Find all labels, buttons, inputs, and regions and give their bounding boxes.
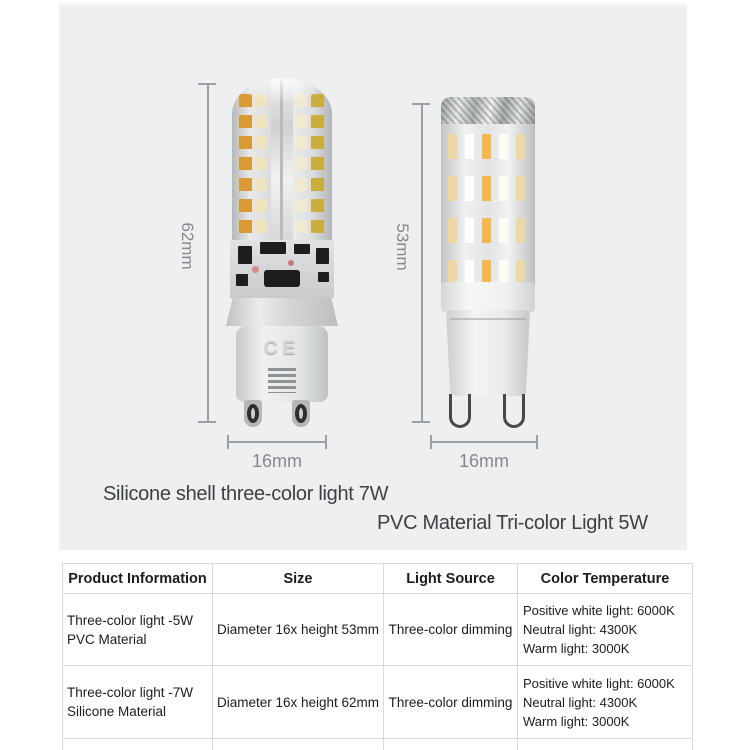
- header-product-information: Product Information: [63, 564, 213, 594]
- pvc-bulb-base: [446, 310, 530, 396]
- width-dimension-label: 16mm: [458, 451, 509, 471]
- height-dimension-label: 53mm: [393, 223, 412, 271]
- table-row: [63, 666, 693, 739]
- circuit-resistor: [288, 260, 294, 266]
- g9-pin-icon: [449, 394, 471, 428]
- ce-mark: CE: [263, 338, 301, 359]
- circuit-resistor: [252, 266, 259, 273]
- height-dimension-line: [207, 83, 209, 423]
- header-light-source: Light Source: [384, 564, 518, 594]
- table-header-row: [63, 564, 693, 594]
- temp-white: Positive white light: 6000K: [523, 603, 675, 618]
- width-dimension-line: [227, 441, 327, 443]
- spec-table-wrap: [62, 563, 693, 750]
- cell-light-source: Three-color dimming: [384, 594, 518, 666]
- circuit-chip: [316, 248, 329, 264]
- temp-neutral: Neutral light: 4300K: [523, 622, 638, 637]
- g9-pin-icon: [292, 400, 310, 427]
- temp-warm: Warm light: 3000K: [523, 641, 630, 656]
- table-row: [63, 594, 693, 666]
- header-color-temperature: Color Temperature: [518, 564, 693, 594]
- height-dimension-line: [421, 103, 423, 423]
- pvc-bulb-foil-cap: [441, 97, 535, 125]
- width-dimension-label: 16mm: [251, 451, 302, 471]
- product-material: PVC Material: [67, 631, 147, 647]
- cell-size: Diameter 16x height 53mm: [213, 594, 384, 666]
- cell-product: [63, 666, 213, 739]
- bulb-dome-highlight: [232, 78, 332, 104]
- circuit-connector: [264, 270, 300, 287]
- g9-pin-icon: [244, 400, 262, 427]
- g9-pin-icon: [503, 394, 525, 428]
- bulb-circuit-board: [230, 240, 334, 298]
- circuit-chip: [318, 272, 329, 282]
- bulb-foil-flare: [226, 298, 338, 326]
- dimension-tick: [325, 435, 327, 449]
- circuit-chip: [294, 244, 310, 254]
- circuit-chip: [238, 246, 252, 264]
- led-column: [239, 94, 252, 238]
- led-column: [295, 94, 307, 238]
- circuit-chip: [236, 274, 248, 286]
- pvc-bulb-body: [441, 124, 535, 290]
- right-bulb-caption: PVC Material Tri-color Light 5W: [377, 512, 648, 534]
- silicone-bulb-body: [232, 78, 332, 240]
- header-size: Size: [213, 564, 384, 594]
- product-photo-panel: [59, 3, 687, 550]
- silicone-bulb-base: [236, 326, 328, 402]
- spec-table: [62, 563, 693, 750]
- width-dimension-line: [430, 441, 538, 443]
- bulb-frosted-band: [441, 282, 535, 312]
- dimension-cap: [198, 421, 216, 423]
- dimension-tick: [536, 435, 538, 449]
- height-dimension-label: 62mm: [178, 222, 197, 270]
- led-column: [255, 94, 267, 238]
- cell-product: [63, 594, 213, 666]
- temp-warm: Warm light: 3000K: [523, 713, 630, 729]
- base-groove: [450, 318, 526, 320]
- base-vent-slots: [268, 368, 296, 393]
- table-partial-row: [63, 739, 693, 750]
- product-name: Three-color light -7W: [67, 685, 194, 700]
- temp-white: Positive white light: 6000K: [523, 675, 675, 691]
- led-row: [445, 134, 531, 159]
- cell-color-temperature: [518, 594, 693, 666]
- cell-light-source: Three-color dimming: [384, 666, 518, 739]
- circuit-chip: [260, 242, 286, 254]
- left-bulb-caption: Silicone shell three-color light 7W: [103, 483, 389, 505]
- dimension-cap: [412, 421, 430, 423]
- led-row: [445, 176, 531, 201]
- product-name: Three-color light -5W: [67, 612, 194, 628]
- cell-size: Diameter 16x height 62mm: [213, 666, 384, 739]
- product-material: Silicone Material: [67, 704, 167, 719]
- led-column: [311, 94, 324, 238]
- pin-hole: [295, 404, 307, 423]
- panel-top-strip: [59, 3, 687, 6]
- led-row: [445, 218, 531, 243]
- temp-neutral: Neutral light: 4300K: [523, 694, 638, 710]
- cell-color-temperature: [518, 666, 693, 739]
- pin-hole: [247, 404, 259, 423]
